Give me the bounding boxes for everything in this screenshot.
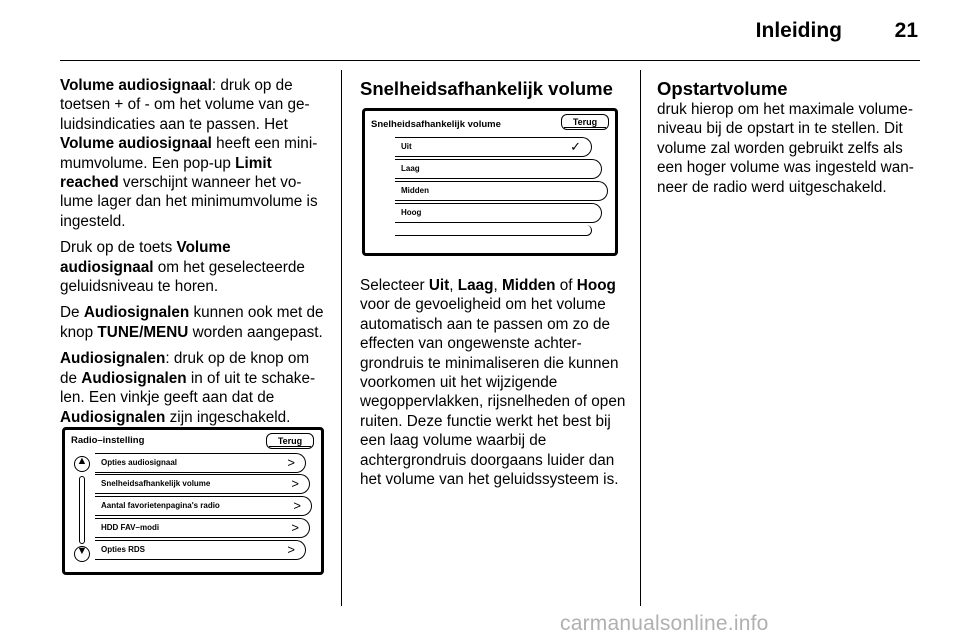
scrollbar[interactable]	[79, 476, 85, 544]
column-divider	[640, 70, 641, 606]
chevron-right-icon: >	[287, 542, 295, 557]
menu-item[interactable]: Opties RDS >	[95, 540, 306, 560]
paragraph: Volume audiosignaal: druk op de toetsen + of - om het volume van geluidsindicaties aan te passen. Het Volume audiosignaal heeft een minimumvolume. Een pop-up Limit reached verschijnt wanneer het volume lager dan het minimumvolume is ingesteld.	[60, 77, 318, 230]
menu-item[interactable]: Snelheidsafhankelijk volume >	[95, 474, 310, 494]
chevron-right-icon: >	[291, 476, 299, 491]
menu-item[interactable]: HDD FAV–modi >	[95, 518, 310, 538]
column-1	[60, 76, 328, 434]
menu-item[interactable]: Opties audiosignaal >	[95, 453, 306, 473]
page-header	[60, 0, 920, 61]
back-button[interactable]: Terug	[561, 114, 609, 130]
paragraph: Selecteer Uit, Laag, Midden of Hoog voor de gevoeligheid om het volume automatisch aan te passen om zo de effecten van ongewenste achtergrondruis te minimaliseren die kunnen voorkomen uit het wijzigende wegoppervlakken, rijsnelheden of open ruiten. Deze functie werkt het best bij een laag volume waarbij de achtergrondruis doorgaans luider dan het volume van het geluidssysteem is.	[360, 277, 626, 489]
paragraph: Druk op de toets Volume audiosignaal om het geselecteerde geluidsniveau te horen.	[60, 239, 305, 296]
page-number: 21	[894, 19, 918, 42]
paragraph: De Audiosignalen kunnen ook met de knop TUNE/MENU worden aangepast.	[60, 304, 324, 341]
menu-item[interactable]: Aantal favorietenpagina's radio >	[95, 496, 312, 516]
menu-item-empty	[395, 225, 592, 236]
chevron-right-icon: >	[293, 498, 301, 513]
column-3	[657, 78, 923, 204]
watermark-text: carmanualsonline.info	[560, 612, 769, 635]
checkmark-icon: ✓	[570, 139, 581, 154]
screen-title: Snelheidsafhankelijk volume	[371, 119, 501, 130]
chevron-right-icon: >	[291, 520, 299, 535]
column-divider	[341, 70, 342, 606]
column-2	[360, 78, 628, 100]
page-title: Inleiding	[755, 19, 842, 42]
menu-item[interactable]: Laag	[395, 159, 602, 179]
menu-item[interactable]: Midden	[395, 181, 608, 201]
column-2-text	[360, 276, 628, 496]
screen-title: Radio–instelling	[71, 435, 145, 446]
section-heading: Opstartvolume	[657, 78, 788, 99]
section-heading: Snelheidsafhankelijk volume	[360, 78, 613, 99]
chevron-right-icon: >	[287, 455, 295, 470]
speed-volume-screen	[362, 108, 618, 256]
radio-settings-screen	[62, 427, 324, 575]
scroll-down-icon[interactable]: ▼	[74, 546, 90, 562]
menu-item[interactable]: Hoog	[395, 203, 602, 223]
scroll-up-icon[interactable]: ▲	[74, 456, 90, 472]
menu-item[interactable]: Uit ✓	[395, 137, 592, 157]
paragraph: Audiosignalen: druk op de knop om de Audiosignalen in of uit te schakelen. Een vinkje geeft aan dat de Audiosignalen zijn ingeschakeld.	[60, 350, 316, 426]
paragraph: druk hierop om het maximale volumeniveau bij de opstart in te stellen. Dit volume zal worden gebruikt zelfs als een hoger volume was ingesteld wanneer de radio werd uitgeschakeld.	[657, 101, 914, 196]
back-button[interactable]: Terug	[266, 433, 314, 449]
